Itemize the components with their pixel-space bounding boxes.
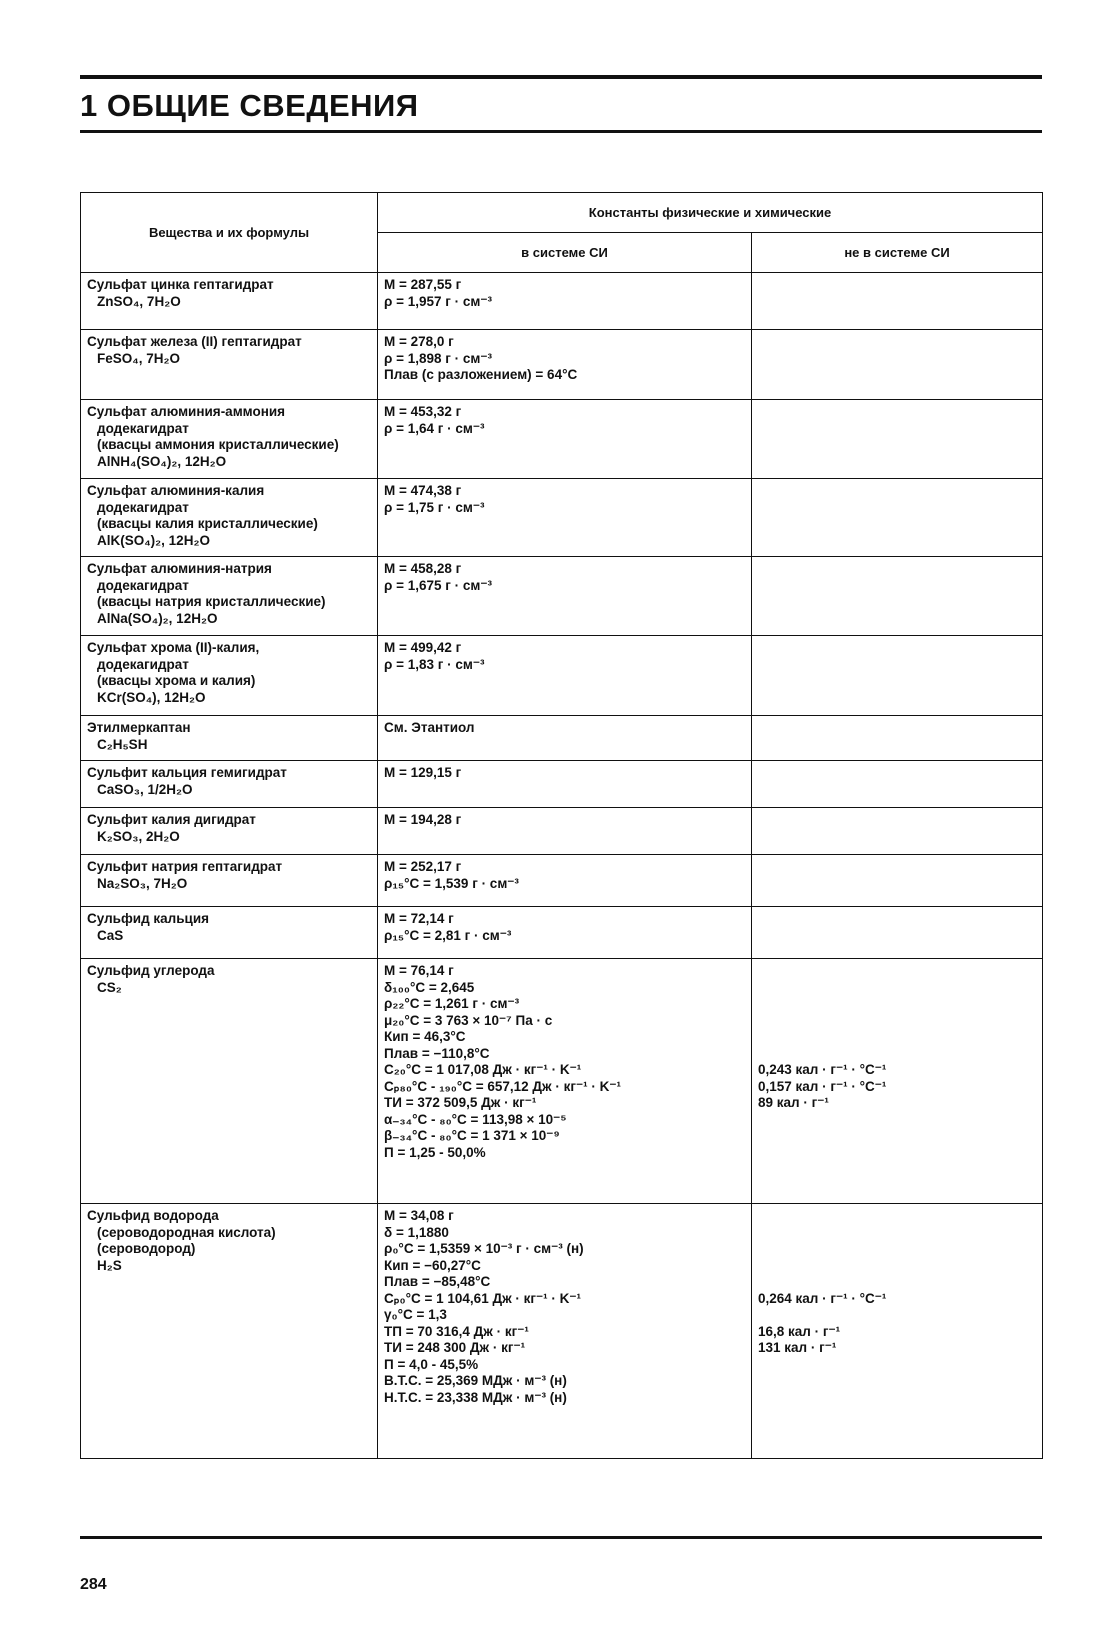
substance-name: Сульфит кальция гемигидрат [87, 765, 287, 780]
constant-line: Cₚ₈₀°C - ₁₉₀°C = 657,12 Дж · кг⁻¹ · K⁻¹ [384, 1078, 621, 1094]
constant-line: ρ = 1,898 г · см⁻³ [384, 350, 493, 366]
nsi-cell [752, 808, 1043, 855]
nsi-cell [752, 557, 1043, 636]
si-cell [378, 557, 752, 636]
header-nsi: не в системе СИ [752, 233, 1043, 273]
substance-name: Сульфит калия дигидрат [87, 812, 256, 827]
constant-line [758, 1241, 1036, 1258]
constants-table [80, 192, 1043, 1459]
constant-line: ρ₁₅°C = 2,81 г · см⁻³ [384, 927, 512, 943]
substance-detail: FeSO₄, 7H₂O [97, 350, 180, 366]
constant-line: Cₚ₀°C = 1 104,61 Дж · кг⁻¹ · K⁻¹ [384, 1290, 582, 1306]
constant-line: M = 287,55 г [384, 277, 462, 292]
table-body [81, 273, 1043, 1459]
substance-detail: H₂S [97, 1257, 122, 1273]
table-row [81, 557, 1043, 636]
constant-line [758, 980, 1036, 997]
constant-line: M = 34,08 г [384, 1208, 454, 1223]
constant-line: П = 1,25 - 50,0% [384, 1144, 486, 1160]
si-cell [378, 808, 752, 855]
constant-line: 89 кал · г⁻¹ [758, 1095, 829, 1110]
nsi-cell [752, 761, 1043, 808]
top-rule [80, 75, 1042, 79]
table-row [81, 479, 1043, 557]
substance-detail: ZnSO₄, 7H₂O [97, 293, 181, 309]
constant-line: Плав (с разложением) = 64°C [384, 367, 578, 382]
substance-name: Сульфат алюминия-натрия [87, 561, 272, 576]
substance-detail: AlK(SO₄)₂, 12H₂O [97, 532, 210, 548]
table-row [81, 907, 1043, 959]
constant-line: 0,264 кал · г⁻¹ · °C⁻¹ [758, 1290, 887, 1306]
constant-line: Кип = 46,3°C [384, 1029, 466, 1044]
constant-line: 0,157 кал · г⁻¹ · °C⁻¹ [758, 1078, 887, 1094]
substance-cell [81, 808, 378, 855]
constant-line: C₂₀°C = 1 017,08 Дж · кг⁻¹ · K⁻¹ [384, 1062, 582, 1077]
constant-line: M = 474,38 г [384, 483, 462, 498]
table-row [81, 959, 1043, 1204]
constant-line: Плав = −85,48°C [384, 1274, 491, 1289]
constant-line [758, 1307, 1036, 1324]
substance-cell [81, 907, 378, 959]
si-cell [378, 400, 752, 479]
substance-detail: CS₂ [97, 979, 122, 995]
substance-detail: (квасцы аммония кристаллические) [97, 437, 339, 452]
constant-line: П = 4,0 - 45,5% [384, 1356, 479, 1372]
nsi-cell [752, 959, 1043, 1204]
title-underline [80, 130, 1042, 133]
nsi-cell [752, 636, 1043, 716]
constant-line: ρ₁₅°C = 1,539 г · см⁻³ [384, 875, 519, 891]
si-cell [378, 330, 752, 400]
substance-detail: AlNH₄(SO₄)₂, 12H₂O [97, 453, 227, 469]
constant-line [758, 963, 1036, 980]
table-row [81, 855, 1043, 907]
constant-line [758, 1258, 1036, 1275]
substance-detail: додекагидрат [97, 499, 189, 515]
substance-cell [81, 330, 378, 400]
substance-name: Сульфид углерода [87, 963, 215, 978]
si-cell [378, 273, 752, 330]
substance-detail: (квасцы хрома и калия) [97, 673, 256, 688]
table-row [81, 716, 1043, 761]
constants-table-container [80, 192, 1042, 1459]
substance-name: Сульфат алюминия-аммония [87, 404, 286, 419]
constant-line: ρ = 1,957 г · см⁻³ [384, 293, 493, 309]
constant-line [758, 1208, 1036, 1225]
substance-name: Сульфид кальция [87, 911, 210, 926]
constant-line: γ₀°C = 1,3 [384, 1307, 447, 1322]
table-row [81, 273, 1043, 330]
constant-line: M = 453,32 г [384, 404, 462, 419]
constant-line: M = 194,28 г [384, 812, 462, 827]
substance-cell [81, 959, 378, 1204]
table-row [81, 761, 1043, 808]
constant-line: ρ = 1,675 г · см⁻³ [384, 577, 493, 593]
substance-cell [81, 400, 378, 479]
substance-name: Сульфит натрия гептагидрат [87, 859, 283, 874]
constant-line: α₋₃₄°C - ₈₀°C = 113,98 × 10⁻⁵ [384, 1111, 567, 1127]
constant-line: δ₁₀₀°C = 2,645 [384, 979, 475, 995]
header-si: в системе СИ [378, 233, 752, 273]
si-cell [378, 1204, 752, 1459]
substance-detail: Na₂SO₃, 7H₂O [97, 875, 188, 891]
substance-cell [81, 273, 378, 330]
constant-line: ρ₀°C = 1,5359 × 10⁻³ г · см⁻³ (н) [384, 1241, 584, 1256]
constant-line: δ = 1,1880 [384, 1224, 449, 1240]
nsi-cell [752, 330, 1043, 400]
constant-line: M = 76,14 г [384, 963, 454, 978]
constant-line: См. Этантиол [384, 720, 475, 735]
nsi-cell [752, 907, 1043, 959]
constant-line: ТП = 70 316,4 Дж · кг⁻¹ [384, 1323, 529, 1339]
table-row [81, 400, 1043, 479]
substance-detail: (квасцы натрия кристаллические) [97, 594, 326, 609]
substance-name: Сульфат цинка гептагидрат [87, 277, 274, 292]
constant-line: ρ = 1,83 г · см⁻³ [384, 656, 485, 672]
si-cell [378, 761, 752, 808]
substance-detail: K₂SO₃, 2H₂O [97, 828, 180, 844]
substance-detail: (квасцы калия кристаллические) [97, 516, 318, 531]
header-constants: Константы физические и химические [378, 193, 1043, 233]
si-cell [378, 959, 752, 1204]
substance-cell [81, 557, 378, 636]
table-row [81, 636, 1043, 716]
constant-line: M = 499,42 г [384, 640, 462, 655]
substance-detail: (сероводородная кислота) [97, 1224, 276, 1240]
substance-detail: AlNa(SO₄)₂, 12H₂O [97, 610, 218, 626]
nsi-cell [752, 716, 1043, 761]
constant-line [758, 1029, 1036, 1046]
substance-cell [81, 1204, 378, 1459]
constant-line [758, 1225, 1036, 1242]
substance-detail: додекагидрат [97, 577, 189, 593]
nsi-cell [752, 855, 1043, 907]
constant-line: ρ₂₂°C = 1,261 г · см⁻³ [384, 996, 520, 1011]
substance-detail: KCr(SO₄), 12H₂O [97, 689, 206, 705]
nsi-cell [752, 400, 1043, 479]
substance-detail: C₂H₅SH [97, 736, 148, 752]
substance-name: Сульфат алюминия-калия [87, 483, 265, 498]
nsi-cell [752, 273, 1043, 330]
constant-line: Н.Т.С. = 23,338 МДж · м⁻³ (н) [384, 1389, 567, 1405]
constant-line: M = 72,14 г [384, 911, 454, 926]
si-cell [378, 479, 752, 557]
constant-line: β₋₃₄°C - ₈₀°C = 1 371 × 10⁻⁹ [384, 1128, 560, 1143]
constant-line: M = 458,28 г [384, 561, 462, 576]
substance-name: Сульфид водорода [87, 1208, 219, 1223]
nsi-cell [752, 479, 1043, 557]
constant-line: M = 278,0 г [384, 334, 454, 349]
substance-detail: додекагидрат [97, 656, 189, 672]
substance-detail: (сероводород) [97, 1241, 196, 1256]
substance-cell [81, 479, 378, 557]
constant-line: μ₂₀°C = 3 763 × 10⁻⁷ Па · с [384, 1012, 553, 1028]
substance-cell [81, 761, 378, 808]
constant-line: 0,243 кал · г⁻¹ · °C⁻¹ [758, 1062, 887, 1077]
constant-line: Кип = −60,27°C [384, 1257, 481, 1273]
si-cell [378, 636, 752, 716]
substance-name: Этилмеркаптан [87, 720, 191, 735]
substance-name: Сульфат железа (II) гептагидрат [87, 334, 302, 349]
table-row [81, 1204, 1043, 1459]
page-title: 1 ОБЩИЕ СВЕДЕНИЯ [80, 88, 419, 123]
constant-line [758, 1013, 1036, 1030]
constant-line: Плав = −110,8°C [384, 1045, 490, 1061]
substance-cell [81, 716, 378, 761]
page-number: 284 [80, 1576, 107, 1593]
substance-detail: додекагидрат [97, 420, 189, 436]
si-cell [378, 716, 752, 761]
substance-cell [81, 636, 378, 716]
constant-line: ТИ = 248 300 Дж · кг⁻¹ [384, 1340, 526, 1355]
table-row [81, 808, 1043, 855]
header-substances: Вещества и их формулы [81, 193, 378, 273]
constant-line: ρ = 1,75 г · см⁻³ [384, 499, 485, 515]
constant-line: 16,8 кал · г⁻¹ [758, 1323, 841, 1339]
footer-rule [80, 1536, 1042, 1539]
constant-line: M = 252,17 г [384, 859, 462, 874]
constant-line: ρ = 1,64 г · см⁻³ [384, 420, 485, 436]
si-cell [378, 855, 752, 907]
nsi-cell [752, 1204, 1043, 1459]
constant-line: В.Т.С. = 25,369 МДж · м⁻³ (н) [384, 1373, 567, 1388]
substance-detail: CaSO₃, 1/2H₂O [97, 781, 193, 797]
si-cell [378, 907, 752, 959]
substance-detail: CaS [97, 927, 124, 943]
constant-line [758, 1046, 1036, 1063]
constant-line [758, 1274, 1036, 1291]
constant-line: ТИ = 372 509,5 Дж · кг⁻¹ [384, 1095, 537, 1110]
substance-name: Сульфат хрома (II)-калия, [87, 640, 260, 655]
substance-cell [81, 855, 378, 907]
constant-line: M = 129,15 г [384, 765, 462, 780]
constant-line [758, 996, 1036, 1013]
table-row [81, 330, 1043, 400]
constant-line: 131 кал · г⁻¹ [758, 1340, 837, 1355]
